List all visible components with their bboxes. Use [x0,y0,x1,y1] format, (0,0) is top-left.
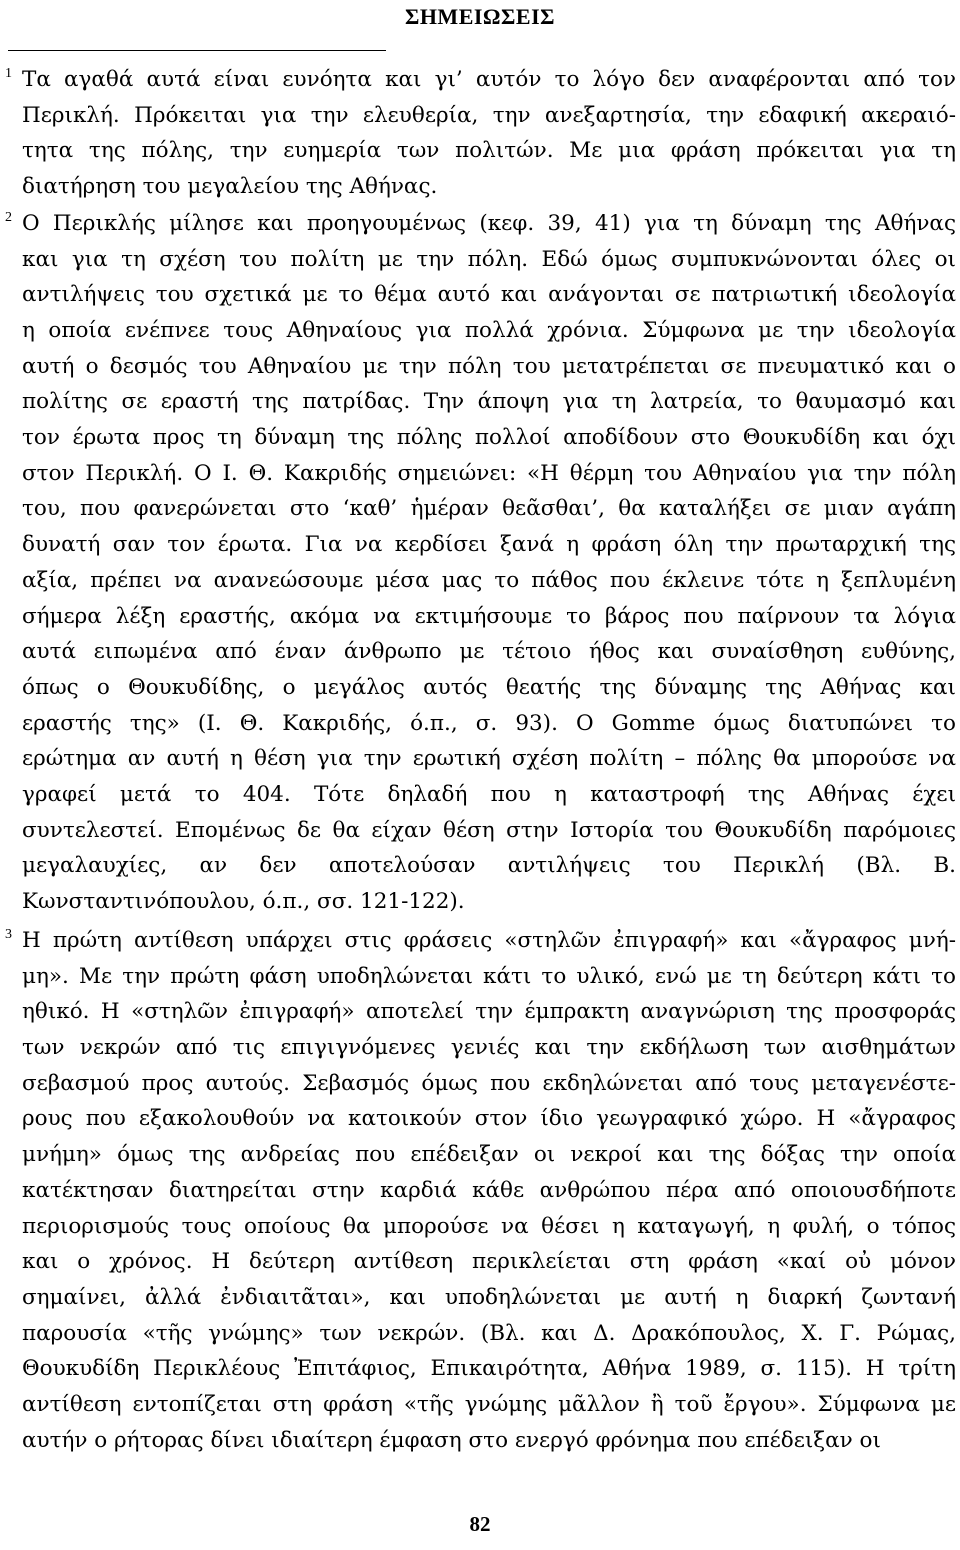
text-line: Η πρώτη αντίθεση υπάρχει στις φράσεις «στηλῶν ἐπιγραφή» και «ἄγραφος μνή- [22,927,956,953]
text-line: στον Περικλή. Ο Ι. Θ. Κακριδής σημειώνει: «Η θέρμη του Αθηναίου για την πόλη [22,460,956,486]
text-line: αξία, πρέπει να ανανεώσουμε μέσα μας το πάθος που έκλεινε τότε η ξεπλυμένη [22,567,956,593]
footnote-text [22,62,956,205]
footnote-2 [5,206,956,920]
text-line: εραστής της» (Ι. Θ. Κακριδής, ό.π., σ. 93). Ο Gomme όμως διατυπώνει το [22,710,956,736]
text-line: Ο Περικλής μίλησε και προηγουμένως (κεφ. 39, 41) για τη δύναμη της Αθήνας [22,210,956,236]
text-line: μεγαλαυχίες, αν δεν αποτελούσαν αντιλήψεις του Περικλή (Βλ. Β. [22,853,956,879]
text-line: δυνατή σαν τον έρωτα. Για να κερδίσει ξανά η φράση όλη την πρωταρχική της [22,532,956,558]
text-line: διατήρηση του μεγαλείου της Αθήνας. [22,174,438,200]
text-line: αντιλήψεις του σχετικά με το θέμα αυτό και ανάγονται σε πατριωτική ιδεολογία [22,282,956,308]
text-line: αυτά ειπωμένα από έναν άνθρωπο με τέτοιο ήθος και συναίσθηση ευθύνης, [22,639,956,665]
text-line: ερώτημα αν αυτή η θέση για την ερωτική σχέση πολίτη – πόλης θα μπορούσε να [22,746,956,772]
text-line: αυτή ο δεσμός του Αθηναίου με την πόλη του μετατρέπεται σε πνευματικό και ο [22,353,956,379]
footnote-marker: 1 [5,66,12,81]
text-line: όπως ο Θουκυδίδης, ο μεγάλος αυτός θεατής της δύναμης της Αθήνας και [22,674,956,700]
text-line: του, που φανερώνεται στο ‘καθ’ ἡμέραν θεᾶσθαι’, θα καταλήξει σε μιαν αγάπη [22,496,956,522]
text-line: μη». Με την πρώτη φάση υποδηλώνεται κάτι το υλικό, ενώ με τη δεύτερη κάτι το [22,963,956,989]
text-line: σεβασμού προς αυτούς. Σεβασμός όμως που εκδηλώνεται από τους μεταγενέστε- [22,1070,956,1096]
text-line: αυτήν ο ρήτορας δίνει ιδιαίτερη έμφαση στο ενεργό φρόνημα που επέδειξαν οι [22,1427,881,1453]
text-line: και ο χρόνος. Η δεύτερη αντίθεση περικλείεται στη φράση «καί οὐ μόνον [22,1249,956,1275]
text-line: συντελεστεί. Επομένως δε θα είχαν θέση στην Ιστορία του Θουκυδίδη παρόμοιες [22,817,956,843]
text-line: Τα αγαθά αυτά είναι ευνόητα και γι’ αυτόν το λόγο δεν αναφέρονται από τον [22,67,956,92]
footnote-3 [5,923,956,1459]
text-line: παρουσία «τῆς γνώμης» των νεκρών. (Βλ. και Δ. Δρακόπουλος, Χ. Γ. Ρώμας, [22,1320,956,1346]
text-line: σημαίνει, ἀλλά ἐνδιαιτᾶται», και υποδηλώνεται με αυτή η διαρκή ζωντανή [22,1284,956,1310]
text-line: Θουκυδίδη Περικλέους Ἐπιτάφιος, Επικαιρότητα, Αθήνα 1989, σ. 115). Η τρίτη [22,1356,956,1382]
notes-section [5,62,956,1458]
footnote-separator-rule [8,50,386,51]
footnote-marker: 2 [5,209,12,225]
footnote-text [22,923,956,1459]
text-line: γραφεί μετά το 404. Τότε δηλαδή που η καταστροφή της Αθήνας έχει [22,782,956,808]
text-line: των νεκρών από τις επιγιγνόμενες γενιές και την εκδήλωση των αισθημάτων [22,1034,956,1060]
text-line: Κωνσταντινόπουλου, ό.π., σσ. 121-122). [22,889,465,915]
text-line: η οποία ενέπνεε τους Αθηναίους για πολλά χρόνια. Σύμφωνα με την ιδεολογία [22,317,956,343]
text-line: τητα της πόλης, την ευημερία των πολιτών. Με μια φράση πρόκειται για τη [22,138,956,164]
text-line: μνήμη» όμως της ανδρείας που επέδειξαν οι νεκροί και της δόξας την οποία [22,1142,956,1168]
footnote-text [22,206,956,920]
text-line: αντίθεση εντοπίζεται στη φράση «τῆς γνώμης μᾶλλον ἢ τοῦ ἔργου». Σύμφωνα με [22,1392,956,1418]
text-line: ηθικό. Η «στηλῶν ἐπιγραφή» αποτελεί την έμπρακτη αναγνώριση της προσφοράς [22,999,956,1025]
page-title: ΣΗΜΕΙΩΣΕΙΣ [404,4,556,29]
text-line: ρους που εξακολουθούν να κατοικούν στον ίδιο γεωγραφικό χώρο. Η «ἄγραφος [22,1106,956,1132]
page-number: 82 [469,1512,491,1536]
text-line: τον έρωτα προς τη δύναμη της πόλης πολλοί αποδίδουν στο Θουκυδίδη και όχι [22,425,956,451]
text-line: Περικλή. Πρόκειται για την ελευθερία, την ανεξαρτησία, την εδαφική ακεραιό- [22,102,956,128]
text-line: πολίτης σε εραστή της πατρίδας. Την άποψη για τη λατρεία, το θαυμασμό και [22,389,956,415]
footnote-1 [5,62,956,205]
text-line: σήμερα λέξη εραστής, ακόμα να εκτιμήσουμε το βάρος που παίρνουν τα λόγια [22,603,956,629]
text-line: και για τη σχέση του πολίτη με την πόλη. Εδώ όμως συμπυκνώνονται όλες οι [22,246,956,272]
text-line: κατέκτησαν διατηρείται στην καρδιά κάθε ανθρώπου πέρα από οποιουσδήποτε [22,1177,956,1203]
text-line: περιορισμούς τους οποίους θα μπορούσε να θέσει η καταγωγή, η φυλή, ο τόπος [22,1213,956,1239]
footnote-marker: 3 [5,926,12,942]
